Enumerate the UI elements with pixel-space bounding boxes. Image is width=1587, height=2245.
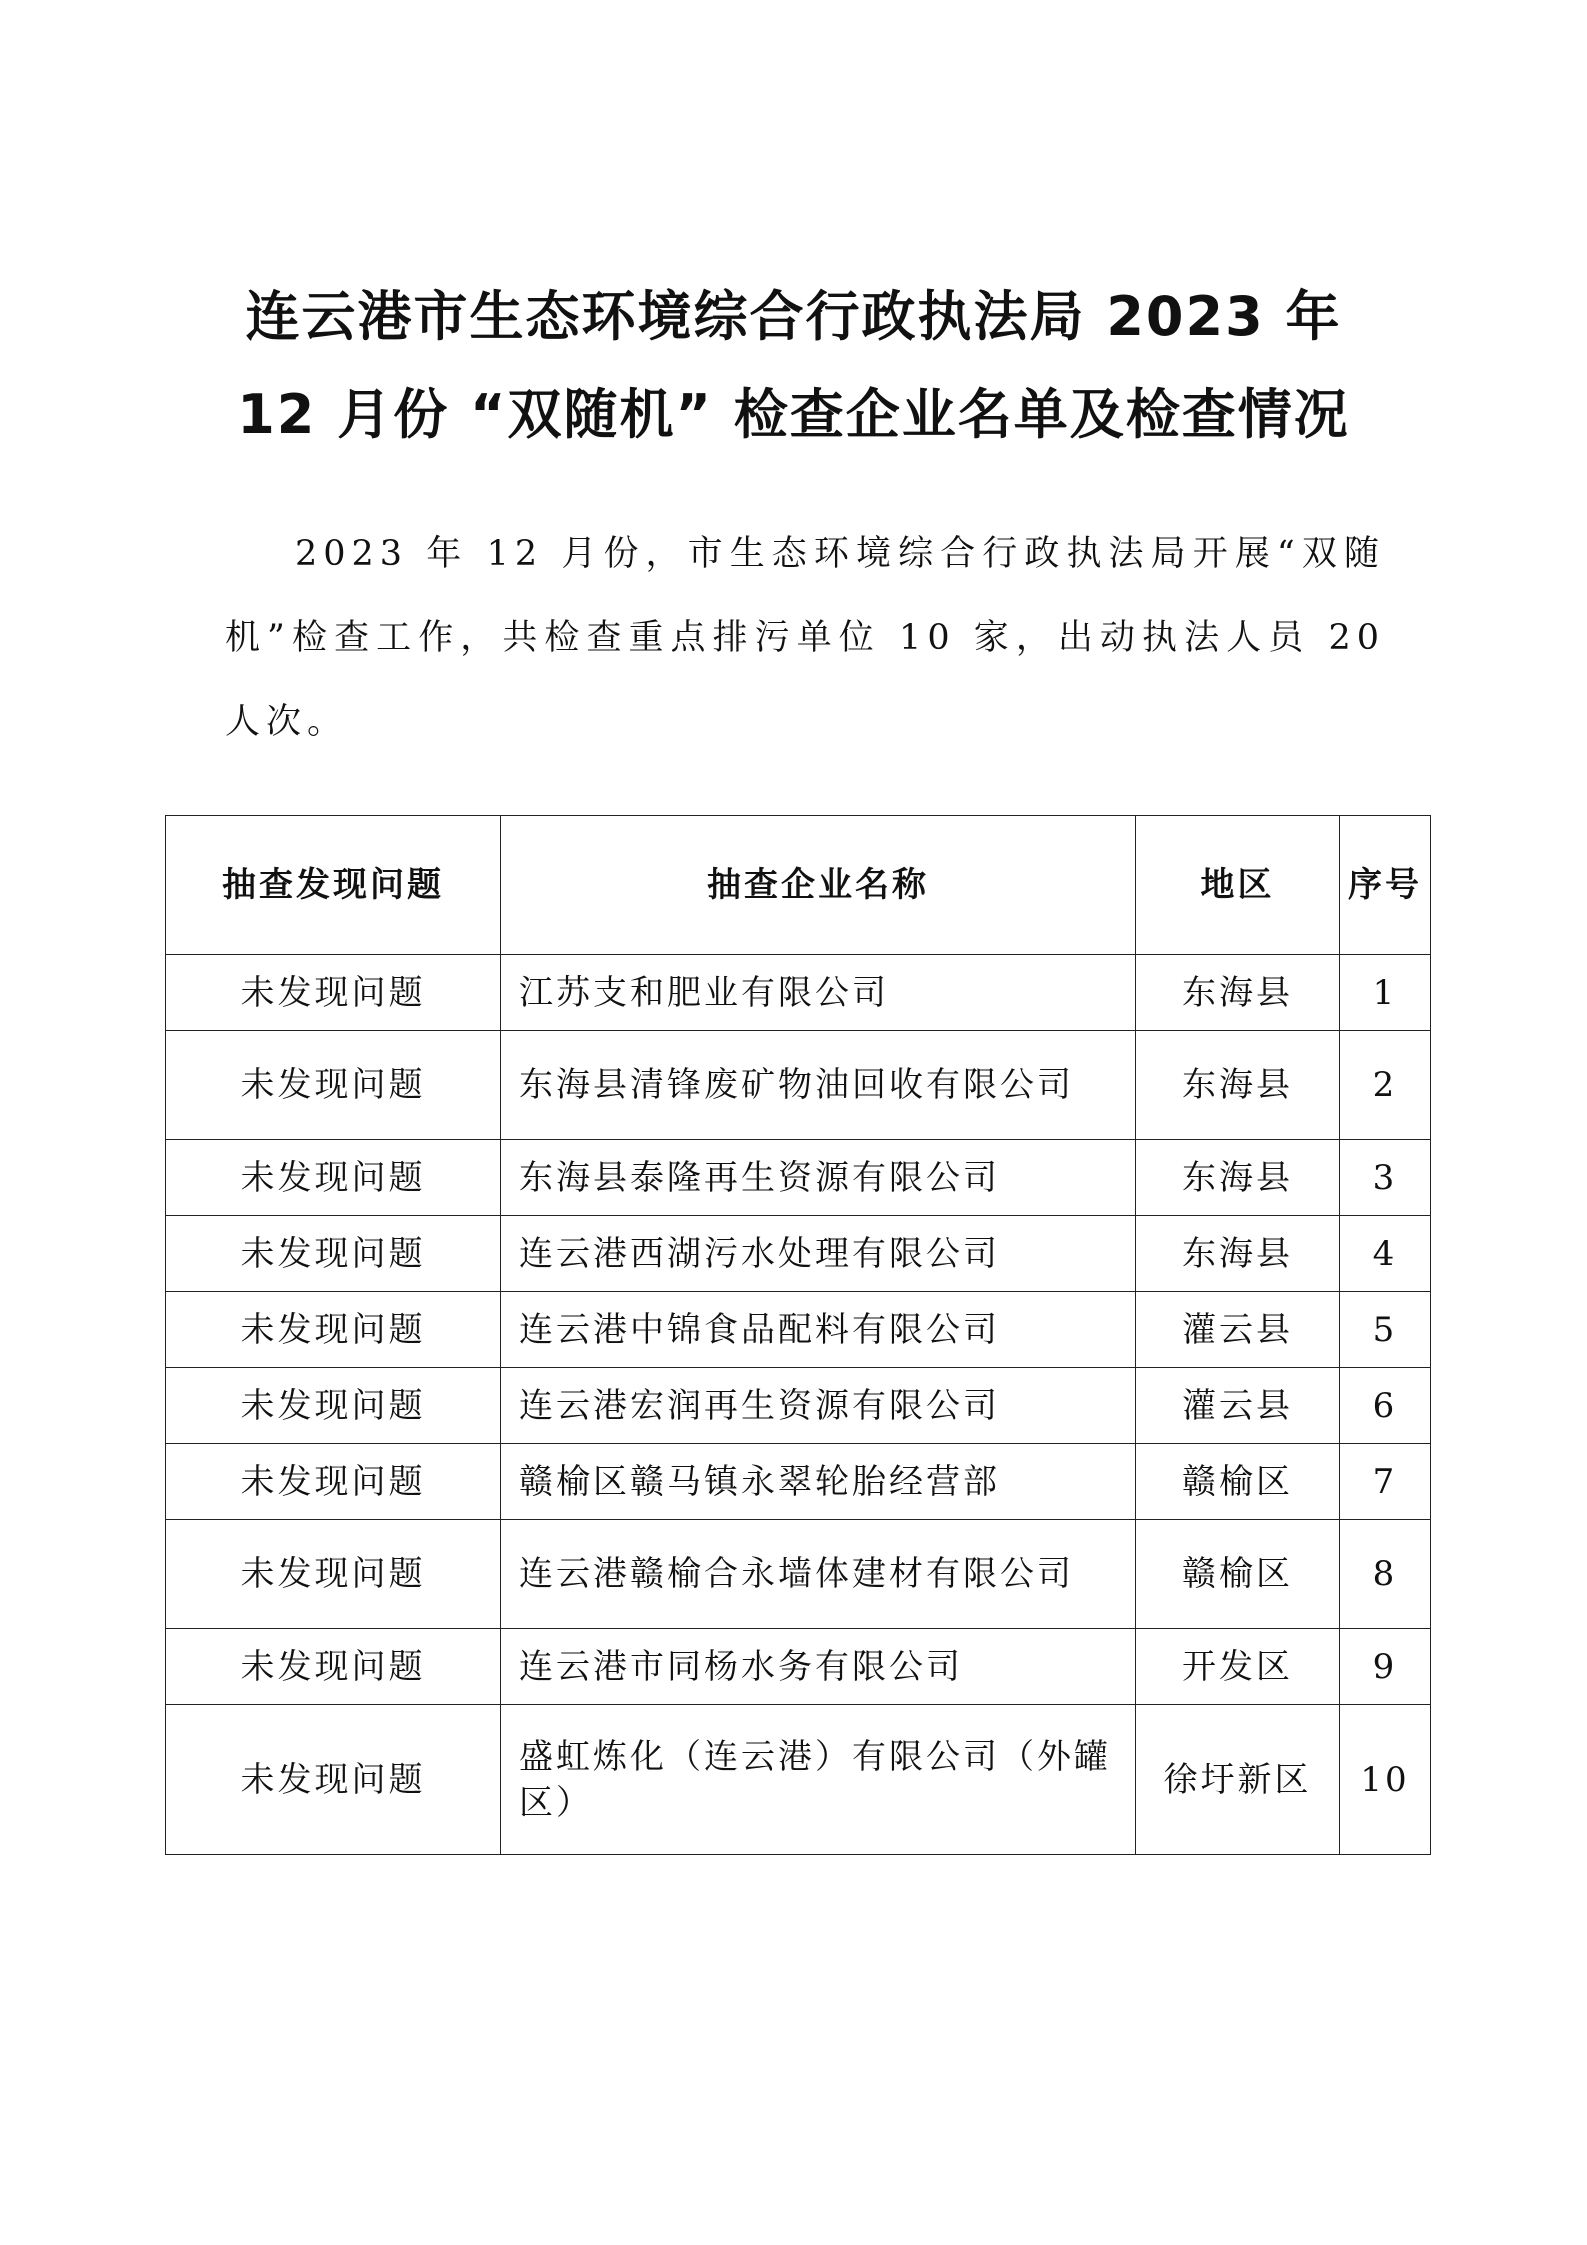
cell-company: 东海县清锋废矿物油回收有限公司: [501, 1031, 1136, 1140]
table-row: [166, 1216, 1431, 1292]
intro-paragraph: 2023 年 12 月份，市生态环境综合行政执法局开展“双随机”检查工作，共检查重点排污单位 10 家，出动执法人员 20 人次。: [225, 534, 1385, 742]
inspection-table: [165, 815, 1431, 1855]
cell-issue: 未发现问题: [166, 1292, 501, 1368]
cell-issue: 未发现问题: [166, 1520, 501, 1629]
cell-region: 东海县: [1136, 955, 1340, 1031]
cell-no: 10: [1340, 1705, 1431, 1855]
cell-issue: 未发现问题: [166, 1444, 501, 1520]
cell-no: 1: [1340, 955, 1431, 1031]
cell-region: 赣榆区: [1136, 1444, 1340, 1520]
table-row: [166, 1705, 1431, 1855]
table-row: [166, 1368, 1431, 1444]
cell-issue: 未发现问题: [166, 1216, 501, 1292]
cell-region: 东海县: [1136, 1216, 1340, 1292]
cell-no: 5: [1340, 1292, 1431, 1368]
title-line-2: 12 月份 “双随机” 检查企业名单及检查情况: [237, 383, 1350, 446]
cell-region: 东海县: [1136, 1031, 1340, 1140]
cell-issue: 未发现问题: [166, 955, 501, 1031]
cell-company: 连云港西湖污水处理有限公司: [501, 1216, 1136, 1292]
cell-issue: 未发现问题: [166, 1705, 501, 1855]
cell-issue: 未发现问题: [166, 1031, 501, 1140]
table-row: [166, 1520, 1431, 1629]
cell-company: 江苏支和肥业有限公司: [501, 955, 1136, 1031]
header-region: 地区: [1136, 816, 1340, 955]
cell-company: 赣榆区赣马镇永翠轮胎经营部: [501, 1444, 1136, 1520]
cell-company: 连云港宏润再生资源有限公司: [501, 1368, 1136, 1444]
cell-no: 6: [1340, 1368, 1431, 1444]
document-title: [200, 268, 1387, 464]
table-row: [166, 955, 1431, 1031]
cell-company: 连云港市同杨水务有限公司: [501, 1629, 1136, 1705]
title-line-1: 连云港市生态环境综合行政执法局 2023 年: [245, 285, 1342, 348]
cell-region: 灌云县: [1136, 1292, 1340, 1368]
cell-company: 东海县泰隆再生资源有限公司: [501, 1140, 1136, 1216]
cell-issue: 未发现问题: [166, 1140, 501, 1216]
table-row: [166, 1629, 1431, 1705]
cell-region: 赣榆区: [1136, 1520, 1340, 1629]
cell-no: 9: [1340, 1629, 1431, 1705]
header-no: 序号: [1340, 816, 1431, 955]
cell-no: 3: [1340, 1140, 1431, 1216]
cell-company: 连云港赣榆合永墙体建材有限公司: [501, 1520, 1136, 1629]
header-company: 抽查企业名称: [501, 816, 1136, 955]
table-row: [166, 1292, 1431, 1368]
table-row: [166, 1031, 1431, 1140]
cell-issue: 未发现问题: [166, 1629, 501, 1705]
cell-no: 8: [1340, 1520, 1431, 1629]
table-row: [166, 1444, 1431, 1520]
cell-issue: 未发现问题: [166, 1368, 501, 1444]
cell-company: 盛虹炼化（连云港）有限公司（外罐区）: [501, 1705, 1136, 1855]
cell-region: 东海县: [1136, 1140, 1340, 1216]
table-header-row: [166, 816, 1431, 955]
table-row: [166, 1140, 1431, 1216]
cell-region: 徐圩新区: [1136, 1705, 1340, 1855]
cell-region: 灌云县: [1136, 1368, 1340, 1444]
cell-no: 2: [1340, 1031, 1431, 1140]
cell-region: 开发区: [1136, 1629, 1340, 1705]
cell-no: 4: [1340, 1216, 1431, 1292]
header-issue: 抽查发现问题: [166, 816, 501, 955]
cell-no: 7: [1340, 1444, 1431, 1520]
cell-company: 连云港中锦食品配料有限公司: [501, 1292, 1136, 1368]
